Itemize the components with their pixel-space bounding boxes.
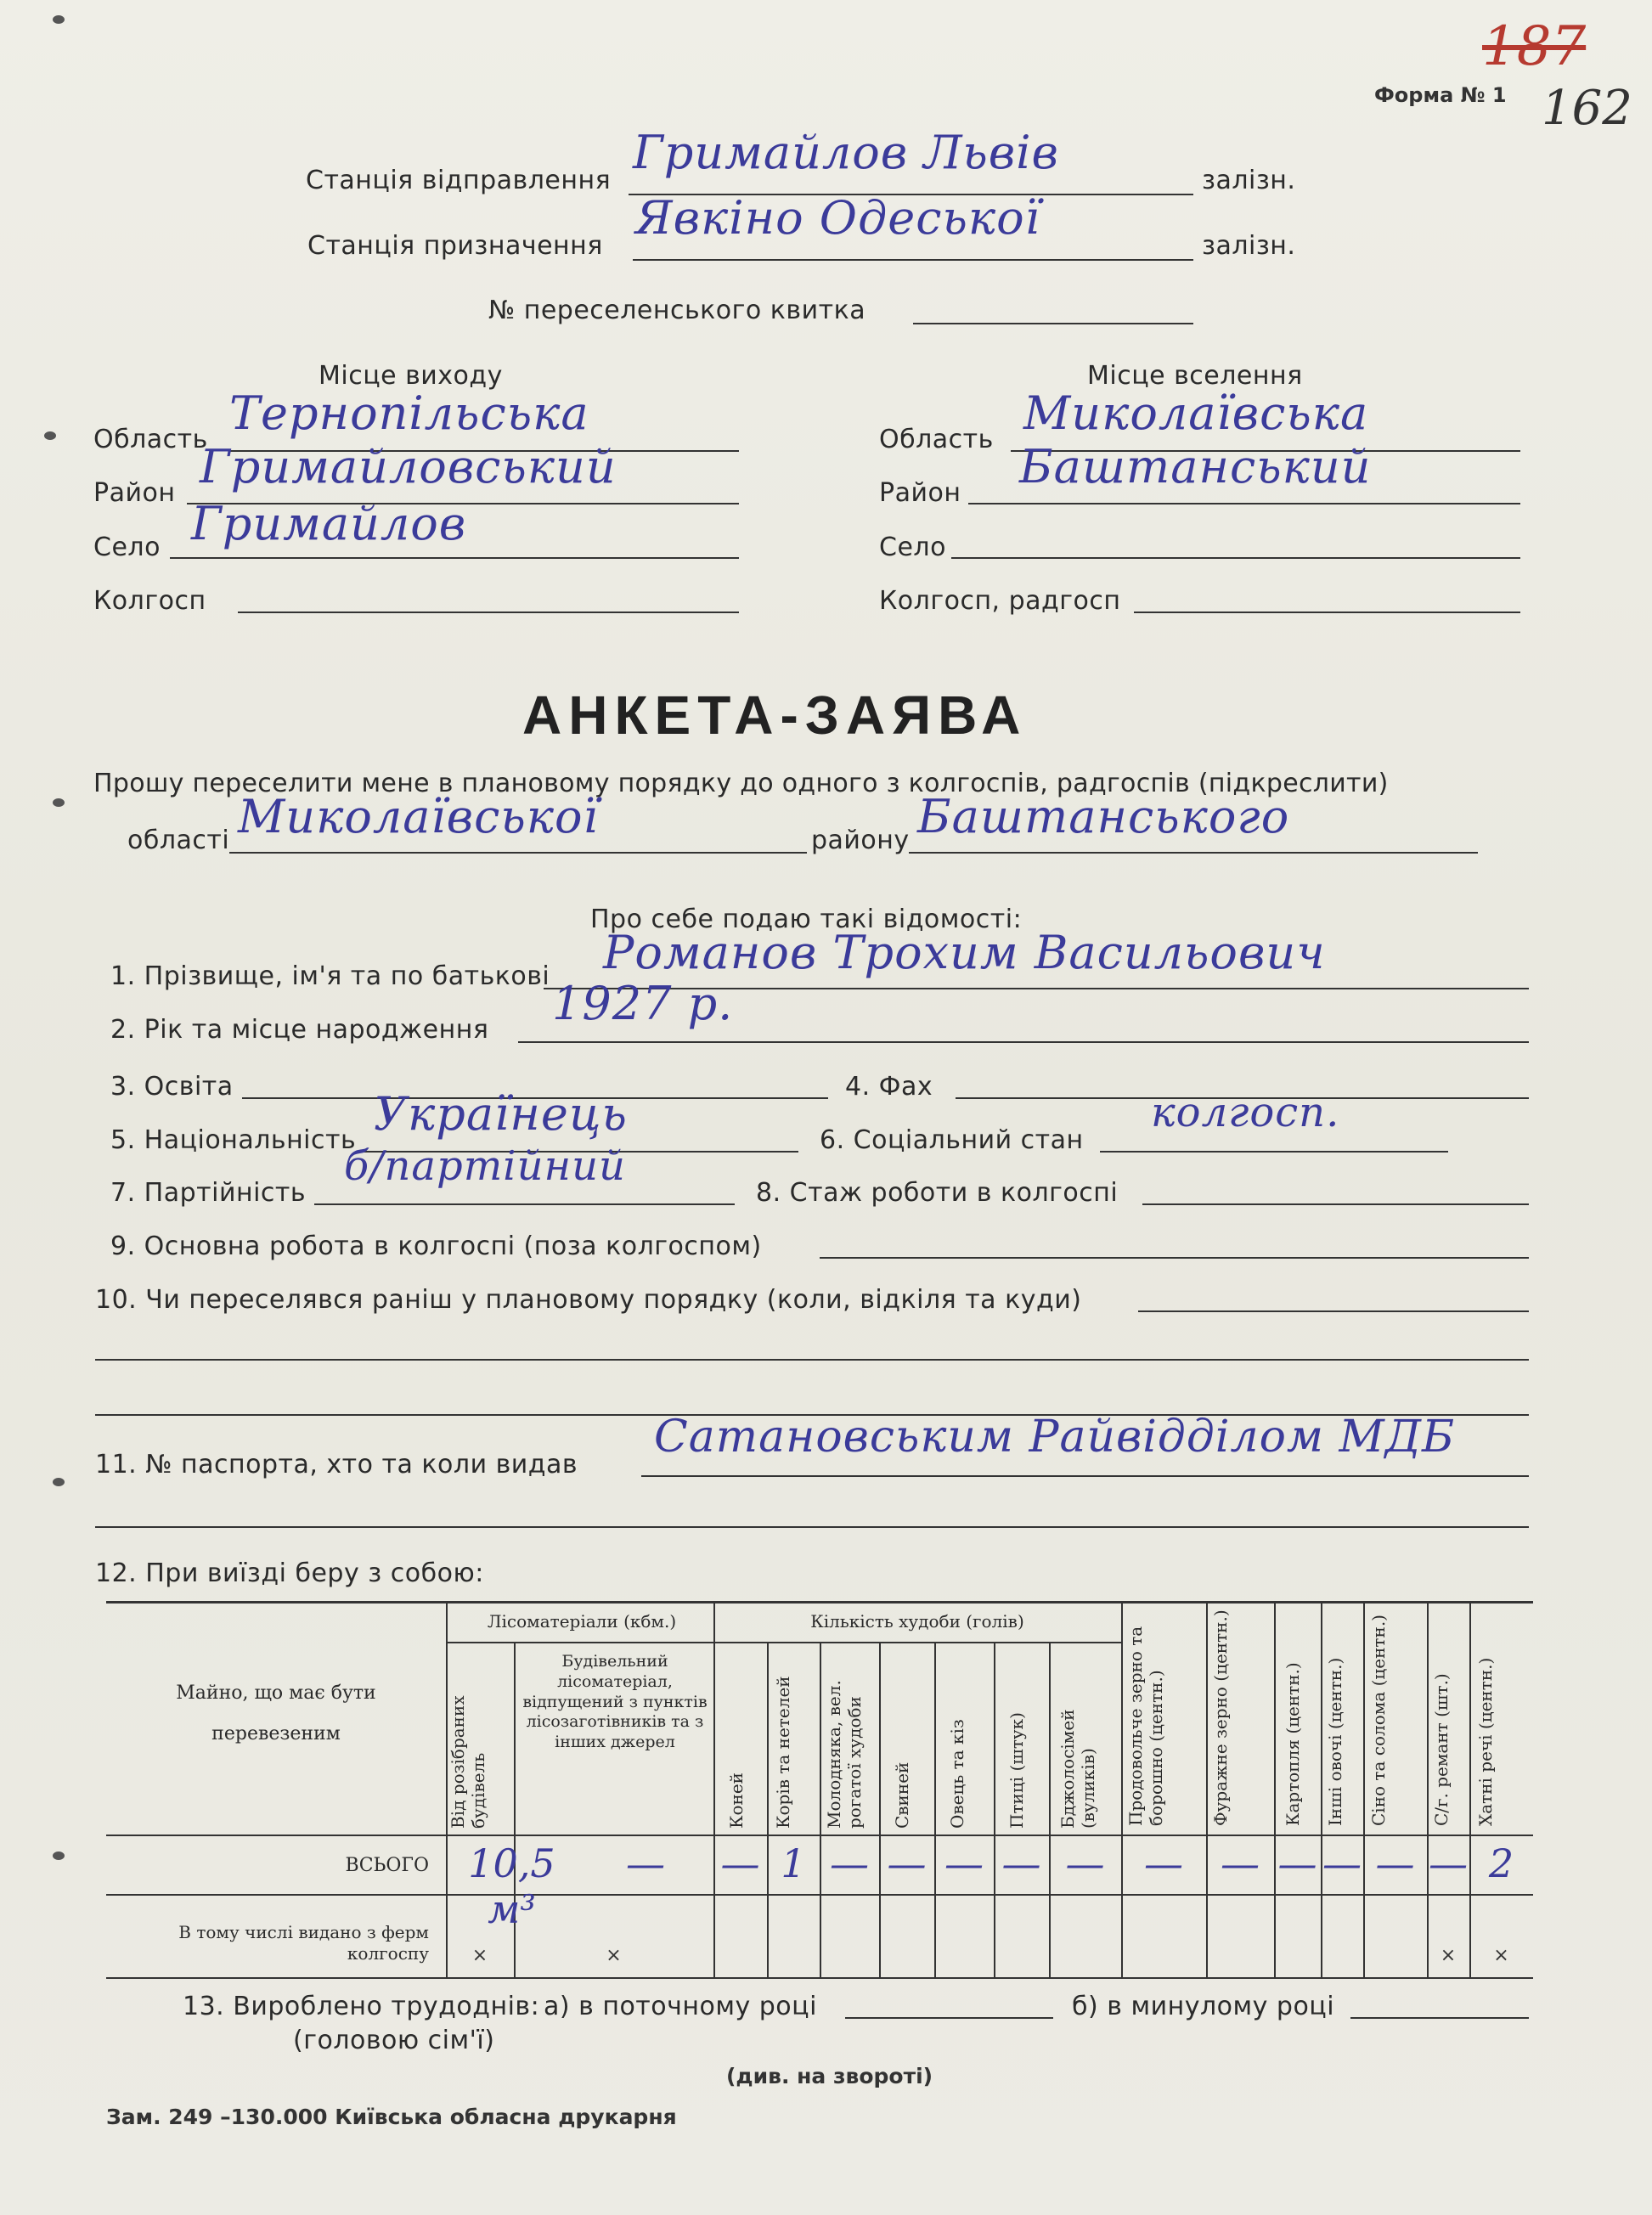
form-title: АНКЕТА-ЗАЯВА <box>522 685 1028 746</box>
col-fodder: Фуражне зерно (центн.) <box>1210 1609 1231 1826</box>
field-11-line <box>641 1475 1529 1477</box>
workdays-current-label: а) в поточному році <box>544 1992 817 2021</box>
total-pigs: — <box>887 1840 927 1886</box>
form-number: Форма № 1 <box>1374 83 1507 107</box>
dest-kolhosp-label: Колгосп, радгосп <box>879 586 1121 616</box>
col-hay: Сіно та солома (центн.) <box>1368 1615 1389 1826</box>
origin-selo-value: Гримайлов <box>191 497 467 550</box>
total-sheep: — <box>944 1840 984 1886</box>
field-9-label: 9. Основна робота в колгоспі (поза колгоспом) <box>110 1231 762 1261</box>
field-6-label: 6. Соціальний стан <box>820 1125 1084 1155</box>
arrival-line <box>633 259 1193 261</box>
row-total-label: ВСЬОГО <box>345 1855 429 1876</box>
dest-kolhosp-line <box>1134 612 1520 613</box>
total-fodder: — <box>1221 1840 1260 1886</box>
col-horses: Коней <box>726 1772 747 1829</box>
punch-hole <box>53 798 65 807</box>
field-2-line <box>518 1041 1529 1043</box>
field-12-label: 12. При виїзді беру з собою: <box>95 1558 484 1588</box>
field-7-label: 7. Партійність <box>110 1178 307 1208</box>
origin-title: Місце виходу <box>319 361 503 391</box>
farm-mark-demolished: × <box>471 1945 488 1966</box>
origin-kolhosp-label: Колгосп <box>93 586 206 616</box>
total-horses: — <box>720 1840 760 1886</box>
origin-kolhosp-line <box>238 612 739 613</box>
see-back-note: (див. на звороті) <box>726 2064 933 2088</box>
origin-selo-line <box>170 557 739 559</box>
row-farm-label: В тому числі видано з ферм колгоспу <box>178 1922 429 1964</box>
field-10-line-2 <box>95 1359 1529 1361</box>
field-8-line <box>1142 1203 1529 1205</box>
dest-raion-line <box>968 503 1520 504</box>
about-heading: Про себе подаю такі відомості: <box>590 905 1023 934</box>
ticket-label: № переселенського квитка <box>488 296 866 325</box>
origin-raion-value: Гримайловський <box>200 440 617 493</box>
total-demolished: 10,5 м³ <box>468 1840 555 1932</box>
total-food-grain: — <box>1144 1840 1183 1886</box>
col-demolished: Від розібраних будівель <box>448 1695 488 1829</box>
livestock-group-header: Кількість худоби (голів) <box>810 1611 1024 1632</box>
field-7-value: б/партійний <box>344 1142 626 1190</box>
punch-hole <box>53 15 65 24</box>
origin-oblast-label: Область <box>93 425 208 454</box>
col-household: Хатні речі (центн.) <box>1475 1657 1496 1826</box>
workdays-previous-label: б) в минулому році <box>1072 1992 1335 2021</box>
punch-hole <box>44 431 56 440</box>
arrival-station-value: Явкіно Одеської <box>635 191 1040 245</box>
field-6-value: колгосп. <box>1151 1089 1340 1136</box>
arrival-station-label: Станція призначення <box>307 231 603 261</box>
ticket-line <box>913 323 1193 324</box>
request-raion-line <box>909 852 1478 854</box>
workdays-previous-line <box>1350 2017 1529 2019</box>
total-household: 2 <box>1488 1840 1514 1886</box>
printer-imprint: Зам. 249 –130.000 Київська обласна друкарня <box>106 2105 677 2129</box>
timber-group-header: Лісоматеріали (кбм.) <box>487 1611 677 1632</box>
railway-label: залізн. <box>1202 231 1296 261</box>
origin-selo-label: Село <box>93 533 161 562</box>
total-veg: — <box>1322 1840 1362 1886</box>
col-pigs: Свиней <box>892 1761 912 1829</box>
field-6-line <box>1100 1151 1448 1153</box>
dest-raion-value: Баштанський <box>1019 440 1372 493</box>
field-1-value: Романов Трохим Васильович <box>603 926 1326 979</box>
request-oblast-line <box>229 852 807 854</box>
field-9-line <box>820 1257 1529 1259</box>
field-1-label: 1. Прізвище, ім'я та по батькові <box>110 961 550 991</box>
dest-selo-label: Село <box>879 533 946 562</box>
field-11-value: Сатановським Райвідділом МДБ <box>654 1412 1456 1463</box>
field-2-value: 1927 р. <box>552 977 734 1030</box>
request-text: Прошу переселити мене в плановому порядку до одного з колгоспів, радгоспів (підкреслити) <box>93 769 1389 798</box>
request-oblast-value: Миколаївської <box>238 790 599 843</box>
field-5-value: Українець <box>374 1087 628 1141</box>
origin-oblast-value: Тернопільська <box>229 386 589 440</box>
archive-number: 162 <box>1542 81 1632 136</box>
total-building: — <box>626 1840 665 1886</box>
dest-oblast-label: Область <box>879 425 994 454</box>
field-11-label: 11. № паспорта, хто та коли видав <box>95 1450 578 1479</box>
total-cows: 1 <box>781 1840 806 1886</box>
workdays-current-line <box>845 2017 1053 2019</box>
punch-hole <box>53 1851 65 1860</box>
request-oblast-label: області <box>127 826 230 855</box>
dest-selo-line <box>951 557 1520 559</box>
col-cows: Корів та нетелей <box>773 1676 793 1829</box>
workdays-label: 13. Вироблено трудоднів: <box>183 1992 540 2021</box>
archive-number-crossed: 187 <box>1482 15 1587 78</box>
col-sheep: Овець та кіз <box>947 1719 967 1829</box>
farm-mark-building: × <box>606 1945 622 1966</box>
field-8-label: 8. Стаж роботи в колгоспі <box>756 1178 1119 1208</box>
punch-hole <box>53 1478 65 1486</box>
farm-mark-tools: × <box>1440 1945 1457 1966</box>
field-5-label: 5. Національність <box>110 1125 357 1155</box>
request-raion-label: району <box>811 826 910 855</box>
departure-station-label: Станція відправлення <box>306 166 612 195</box>
col-building: Будівельний лісоматеріал, відпущений з пунктів лісозаготівників та з інших джерел <box>522 1652 708 1751</box>
col-food-grain: Продовольче зерно та борошно (центн.) <box>1125 1626 1166 1826</box>
destination-title: Місце вселення <box>1087 361 1303 391</box>
total-potato: — <box>1277 1840 1317 1886</box>
total-birds: — <box>1001 1840 1041 1886</box>
col-young: Молодняка, вел. рогатої худоби <box>824 1680 865 1829</box>
field-10-line <box>1138 1310 1529 1312</box>
col-veg: Інші овочі (центн.) <box>1325 1657 1345 1826</box>
field-4-label: 4. Фах <box>845 1072 933 1102</box>
col-birds: Птиці (штук) <box>1006 1712 1027 1829</box>
request-raion-value: Баштанського <box>917 790 1290 843</box>
dest-oblast-value: Миколаївська <box>1023 386 1369 440</box>
field-10-label: 10. Чи переселявся раніш у плановому порядку (коли, відкіля та куди) <box>95 1285 1082 1315</box>
col-potato: Картопля (центн.) <box>1283 1662 1303 1826</box>
workdays-sub: (головою сім'ї) <box>293 2026 495 2055</box>
field-11-line-2 <box>95 1526 1529 1528</box>
departure-station-value: Гримайлов Львів <box>633 126 1059 179</box>
farm-mark-household: × <box>1493 1945 1509 1966</box>
total-tools: — <box>1429 1840 1468 1886</box>
total-young: — <box>830 1840 869 1886</box>
total-hay: — <box>1375 1840 1415 1886</box>
origin-raion-label: Район <box>93 478 176 508</box>
field-7-line <box>314 1203 735 1205</box>
property-header: Майно, що має бути перевезеним <box>176 1682 376 1745</box>
total-bees: — <box>1065 1840 1105 1886</box>
col-bees: Бджолосімей (вуликів) <box>1057 1709 1098 1829</box>
railway-label: залізн. <box>1202 166 1296 195</box>
dest-raion-label: Район <box>879 478 961 508</box>
col-tools: С/г. ремант (шт.) <box>1431 1673 1452 1826</box>
field-2-label: 2. Рік та місце народження <box>110 1015 489 1045</box>
property-table <box>106 1601 1533 1979</box>
field-3-label: 3. Освіта <box>110 1072 234 1102</box>
